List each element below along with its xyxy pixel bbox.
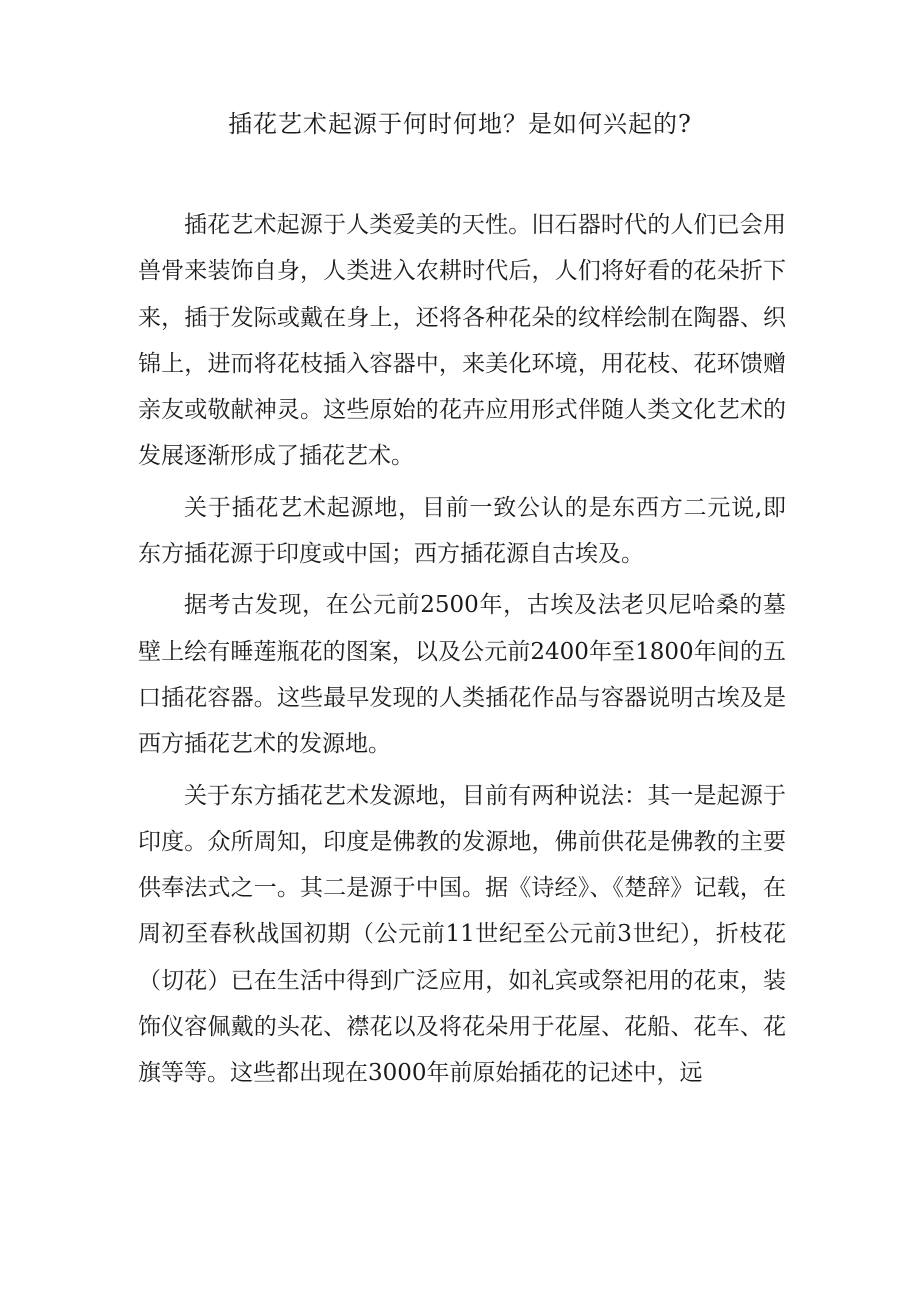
paragraph-birthplace: 关于插花艺术起源地，目前一致公认的是东西方二元说,即东方插花源于印度或中国；西方插花源自古埃及。: [138, 494, 786, 568]
paragraph-origin: 插花艺术起源于人类爱美的天性。旧石器时代的人们已会用兽骨来装饰自身，人类进入农耕时代后，人们将好看的花朵折下来，插于发际或戴在身上，还将各种花朵的纹样绘制在陶器、织锦上，进而将花枝插入容器中，来美化环境，用花枝、花环馈赠亲友或敬献神灵。这些原始的花卉应用形式伴随人类文化艺术的发展逐渐形成了插花艺术。: [138, 212, 786, 470]
paragraph-egypt: 据考古发现，在公元前2500年，古埃及法老贝尼哈桑的墓壁上绘有睡莲瓶花的图案，以及公元前2400年至1800年间的五口插花容器。这些最早发现的人类插花作品与容器说明古埃及是西方插花艺术的发源地。: [138, 592, 786, 758]
paragraph-east: 关于东方插花艺术发源地，目前有两种说法：其一是起源于印度。众所周知，印度是佛教的发源地，佛前供花是佛教的主要供奉法式之一。其二是源于中国。据《诗经》、《楚辞》记载，在周初至春秋战国初期（公元前11世纪至公元前3世纪），折枝花（切花）已在生活中得到广泛应用，如礼宾或祭祀用的花束，装饰仪容佩戴的头花、襟花以及将花朵用于花屋、花船、花车、花旗等等。这些都出现在3000年前原始插花的记述中，远: [138, 782, 786, 1087]
document-body: [138, 202, 786, 1102]
document-title: 插花艺术起源于何时何地？是如何兴起的?: [228, 110, 692, 138]
